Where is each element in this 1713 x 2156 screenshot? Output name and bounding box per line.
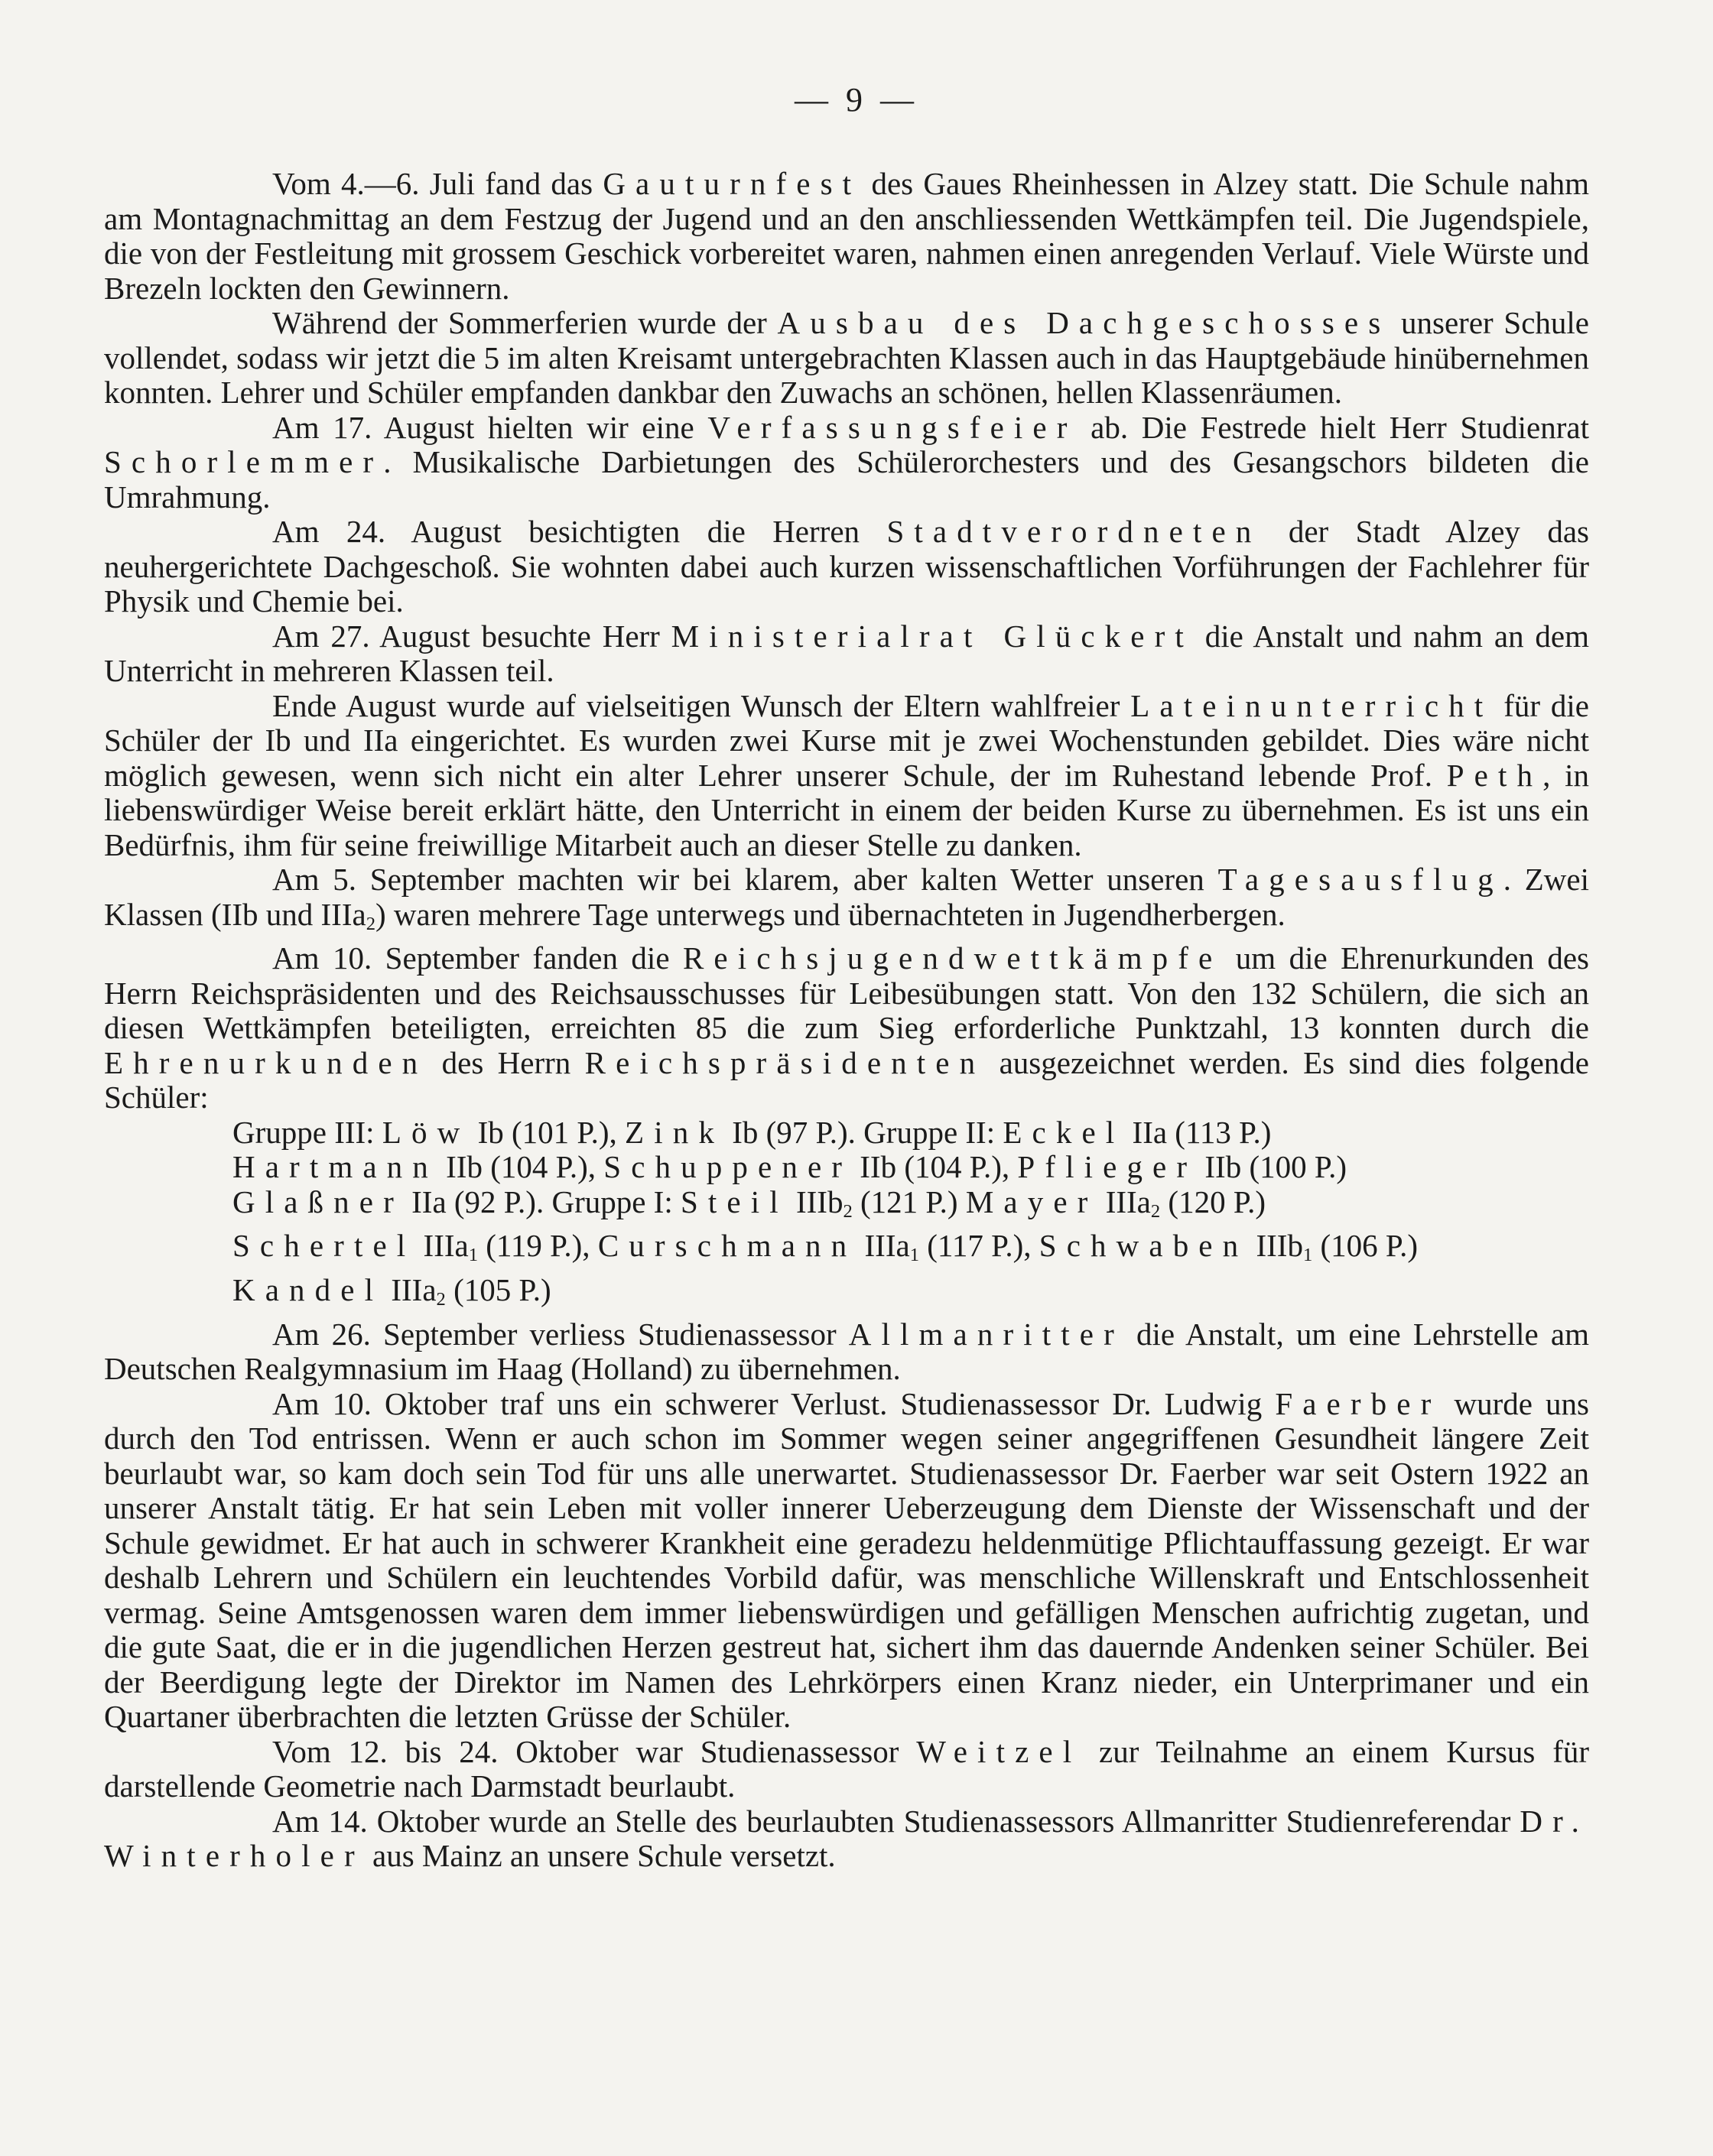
spaced-name: Weitzel: [916, 1733, 1082, 1769]
spaced-name: Peth: [1446, 757, 1543, 793]
paragraph-reichsjugendwettkaempfe: Am 10. September fanden die Reichsjugendwettkämpfe um die Ehrenurkunden des Herrn Reichspräsidenten und des Reichsausschusses für Leibesübungen statt. Von den 132 Schülern, die sich an diesen Wettkämpfen beteiligten, erreichten 85 die zum Sieg erforderliche Punktzahl, 13 konnten durch die Ehrenurkunden des Herrn Reichspräsidenten ausgezeichnet werden. Es sind dies folgende Schüler:: [104, 940, 1589, 1115]
spaced-term: Ausbau des Dachgeschosses: [777, 305, 1391, 340]
winner-line: Glaßner IIa (92 P.). Gruppe I: Steil IIIb$_2$ (121 P.) Mayer IIIa$_2$ (120 P.): [232, 1184, 1266, 1222]
paragraph-weitzel: Vom 12. bis 24. Oktober war Studienassessor Weitzel zur Teilnahme an einem Kursus für darstellende Geometrie nach Darmstadt beurlaubt.: [104, 1733, 1590, 1804]
page-number: — 9 —: [795, 81, 918, 119]
spaced-term: Reichsjugendwettkämpfe: [682, 940, 1223, 976]
spaced-term: Gauturnfest: [603, 166, 862, 201]
spaced-term: Lateinunterricht: [1130, 687, 1494, 723]
spaced-name: Allmanritter: [848, 1316, 1124, 1352]
paragraph-lateinunterricht: Ende August wurde auf vielseitigen Wunsch der Eltern wahlfreier Lateinunterricht für die Schüler der Ib und IIa eingerichtet. Es wurden zwei Kurse mit je zwei Wochenstunden gebildet. Dies wäre nicht möglich gewesen, wenn sich nicht ein alter Lehrer unserer Schule, der im Ruhestand lebende Prof. Peth, in liebenswürdiger Weise bereit erklärt hätte, den Unterricht in einem der beiden Kurse zu übernehmen. Es ist uns ein Bedürfnis, ihm für seine freiwillige Mitarbeit auch an dieser Stelle zu danken.: [104, 687, 1589, 862]
winner-list: [104, 1115, 1589, 1317]
winner-line: Hartmann IIb (104 P.), Schuppener IIb (104 P.), Pflieger IIb (100 P.): [232, 1149, 1347, 1185]
paragraph-dachgeschoss: Während der Sommerferien wurde der Ausbau des Dachgeschosses unserer Schule vollendet, sodass wir jetzt die 5 im alten Kreisamt untergebrachten Klassen auch in das Hauptgebäude hinübernehmen konnten. Lehrer und Schüler empfanden dankbar den Zuwachs an schönen, hellen Klassenräumen.: [104, 305, 1589, 410]
paragraph-winterholer: Am 14. Oktober wurde an Stelle des beurlaubten Studienassessors Allmanritter Studienreferendar Dr. Winterholer aus Mainz an unsere Schule versetzt.: [104, 1803, 1589, 1874]
winner-line: Schertel IIIa$_1$ (119 P.), Curschmann IIIa$_1$ (117 P.), Schwaben IIIb$_1$ (106 P.): [232, 1228, 1419, 1266]
spaced-term: Tagesausflug: [1217, 862, 1503, 897]
paragraph-tagesausflug: Am 5. September machten wir bei klarem, aber kalten Wetter unseren Tagesausflug. Zwei Klassen (IIb und IIIa$_2$) waren mehrere Tage unterwegs und übernachteten in Jugendherbergen.: [104, 862, 1590, 934]
paragraph-stadtverordnete: Am 24. August besichtigten die Herren Stadtverordneten der Stadt Alzey das neuhergerichtete Dachgeschoß. Sie wohnten dabei auch kurzen wissenschaftlichen Vorführungen der Fachlehrer für Physik und Chemie bei.: [104, 514, 1590, 619]
paragraph-verfassungsfeier: Am 17. August hielten wir eine Verfassungsfeier ab. Die Festrede hielt Herr Studienrat Schorlemmer. Musikalische Darbietungen des Schülerorchesters und des Gesangschors bildeten die Umrahmung.: [104, 409, 1589, 515]
spaced-term: Stadtverordneten: [886, 514, 1262, 549]
spaced-name: Faerber: [1275, 1385, 1442, 1421]
spaced-name: Schorlemmer: [104, 444, 384, 479]
paragraph-faerber: Am 10. Oktober traf uns ein schwerer Verlust. Studienassessor Dr. Ludwig Faerber wurde uns durch den Tod entrissen. Wenn er auch schon im Sommer wegen seiner angegriffenen Gesundheit längere Zeit beurlaubt war, so kam doch sein Tod für uns alle unerwartet. Studienassessor Dr. Faerber war seit Ostern 1922 an unserer Anstalt tätig. Er hat sein Leben mit voller innerer Ueberzeugung dem Dienste der Wissenschaft und der Schule gewidmet. Er hat auch in schwerer Krankheit eine geradezu heldenmütige Pflichtauffassung gezeigt. Er war deshalb Lehrern und Schülern ein leuchtendes Vorbild dafür, was menschliche Willenskraft und Entschlossenheit vermag. Seine Amtsgenossen waren dem immer liebenswürdigen und gefälligen Menschen aufrichtig zugetan, und die gute Saat, die er in die jugendlichen Herzen gestreut hat, sichert ihm das dauernde Andenken seiner Schüler. Bei der Beerdigung legte der Direktor im Namen des Lehrkörpers einen Kranz nieder, ein Unterprimaner und ein Quartaner überbrachten die letzten Grüsse der Schüler.: [104, 1385, 1589, 1735]
spaced-term: Verfassungsfeier: [707, 409, 1078, 445]
spaced-name: Dr. Winterholer: [104, 1803, 1589, 1874]
paragraph-ministerialrat: Am 27. August besuchte Herr Ministerialrat Glückert die Anstalt und nahm an dem Unterricht in mehreren Klassen teil.: [104, 618, 1590, 688]
spaced-name: Ministerialrat Glückert: [671, 618, 1194, 654]
paragraph-gauturnfest: Vom 4.—6. Juli fand das Gauturnfest des Gaues Rheinhessen in Alzey statt. Die Schule nahm am Montagnachmittag an dem Festzug der Jugend und an den anschliessenden Wettkämpfen teil. Die Jugendspiele, die von der Festleitung mit grossem Geschick vorbereitet waren, nahmen einen anregenden Verlauf. Viele Würste und Brezeln lockten den Gewinnern.: [104, 166, 1589, 306]
paragraph-allmanritter: Am 26. September verliess Studienassessor Allmanritter die Anstalt, um eine Lehrstelle am Deutschen Realgymnasium im Haag (Holland) zu übernehmen.: [104, 1316, 1590, 1387]
winner-line: Kandel IIIa$_2$ (105 P.): [232, 1271, 551, 1310]
spaced-term: Reichspräsidenten: [584, 1044, 986, 1080]
winner-line: Gruppe III: Löw Ib (101 P.), Zink Ib (97 P.). Gruppe II: Eckel IIa (113 P.): [232, 1114, 1272, 1150]
body-text: [104, 167, 1589, 1874]
spaced-term: Ehrenurkunden: [104, 1044, 428, 1080]
